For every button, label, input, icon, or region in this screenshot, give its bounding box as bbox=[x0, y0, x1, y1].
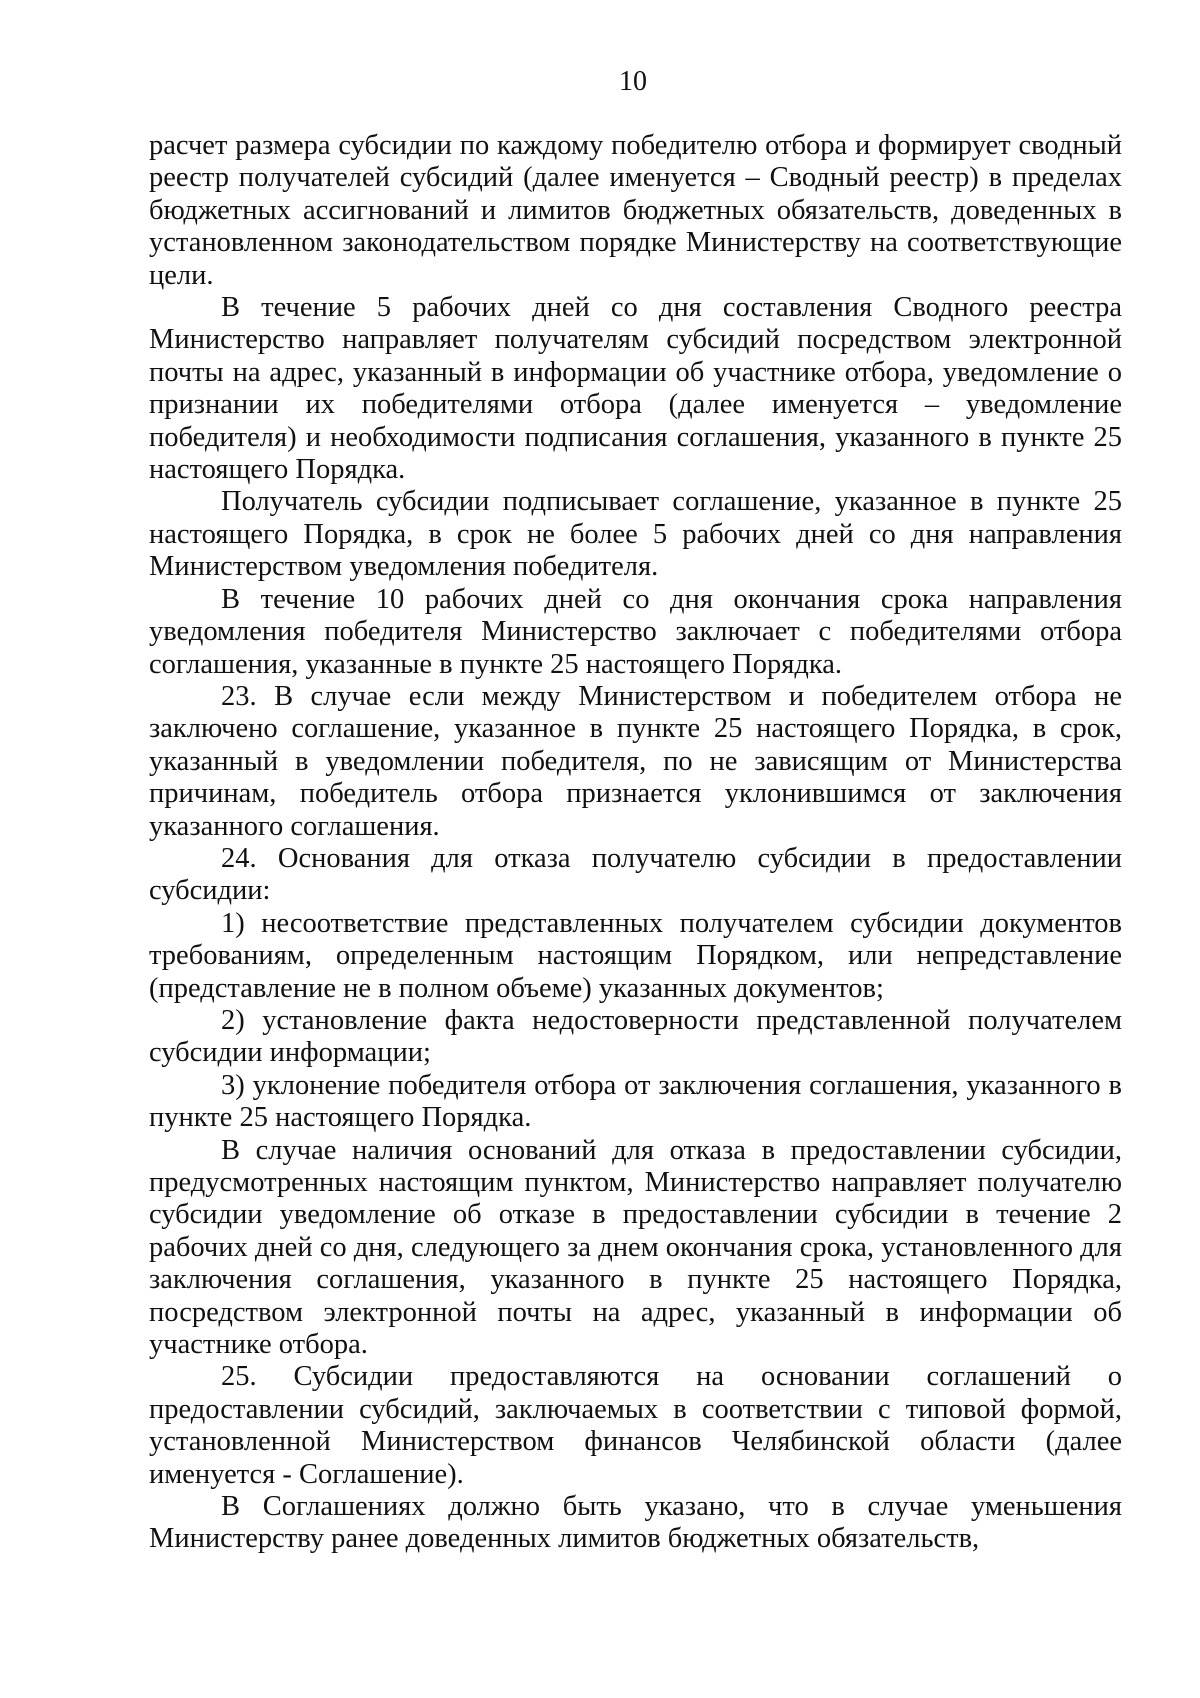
paragraph-signing: Получатель субсидии подписывает соглашение, указанное в пункте 25 настоящего Порядка, в срок не более 5 рабочих дней со дня направления Министерством уведомления победителя. bbox=[149, 486, 1122, 583]
paragraph-item-24-3: 3) уклонение победителя отбора от заключения соглашения, указанного в пункте 25 настоящего Порядка. bbox=[149, 1069, 1122, 1134]
paragraph-agreements: В Соглашениях должно быть указано, что в случае уменьшения Министерству ранее доведенных лимитов бюджетных обязательств, bbox=[149, 1491, 1122, 1555]
paragraph-refusal: В случае наличия оснований для отказа в предоставлении субсидии, предусмотренных настоящим пунктом, Министерство направляет получателю субсидии уведомление об отказе в предоставлении субсидии в течение 2 рабочих дней со дня, следующего за днем окончания срока, установленного для заключения соглашения, указанного в пункте 25 настоящего Порядка, посредством электронной почты на адрес, указанный в информации об участнике отбора. bbox=[149, 1134, 1122, 1361]
paragraph-item-23: 23. В случае если между Министерством и победителем отбора не заключено соглашение, указанное в пункте 25 настоящего Порядка, в срок, указанный в уведомлении победителя, по не зависящим от Министерства причинам, победитель отбора признается уклонившимся от заключения указанного соглашения. bbox=[149, 680, 1122, 842]
page-number: 10 bbox=[619, 66, 647, 97]
paragraph-item-24-1: 1) несоответствие представленных получателем субсидии документов требованиям, определенным настоящим Порядком, или непредставление (представление не в полном объеме) указанных документов; bbox=[149, 907, 1122, 1004]
paragraph-item-25: 25. Субсидии предоставляются на основании соглашений о предоставлении субсидий, заключаемых в соответствии с типовой формой, установленной Министерством финансов Челябинской области (далее именуется - Соглашение). bbox=[149, 1361, 1122, 1490]
paragraph-conclusion: В течение 10 рабочих дней со дня окончания срока направления уведомления победителя Министерство заключает с победителями отбора соглашения, указанные в пункте 25 настоящего Порядка. bbox=[149, 583, 1122, 680]
paragraph-item-24: 24. Основания для отказа получателю субсидии в предоставлении субсидии: bbox=[149, 842, 1122, 907]
paragraph-notification: В течение 5 рабочих дней со дня составления Сводного реестра Министерство направляет получателям субсидий посредством электронной почты на адрес, указанный в информации об участнике отбора, уведомление о признании их победителями отбора (далее именуется – уведомление победителя) и необходимости подписания соглашения, указанного в пункте 25 настоящего Порядка. bbox=[149, 292, 1122, 486]
paragraph-continuation: расчет размера субсидии по каждому победителю отбора и формирует сводный реестр получателей субсидий (далее именуется – Сводный реестр) в пределах бюджетных ассигнований и лимитов бюджетных обязательств, доведенных в установленном законодательством порядке Министерству на соответствующие цели. bbox=[149, 130, 1122, 291]
document-body bbox=[149, 130, 1122, 1556]
paragraph-item-24-2: 2) установление факта недостоверности представленной получателем субсидии информации; bbox=[149, 1004, 1122, 1069]
